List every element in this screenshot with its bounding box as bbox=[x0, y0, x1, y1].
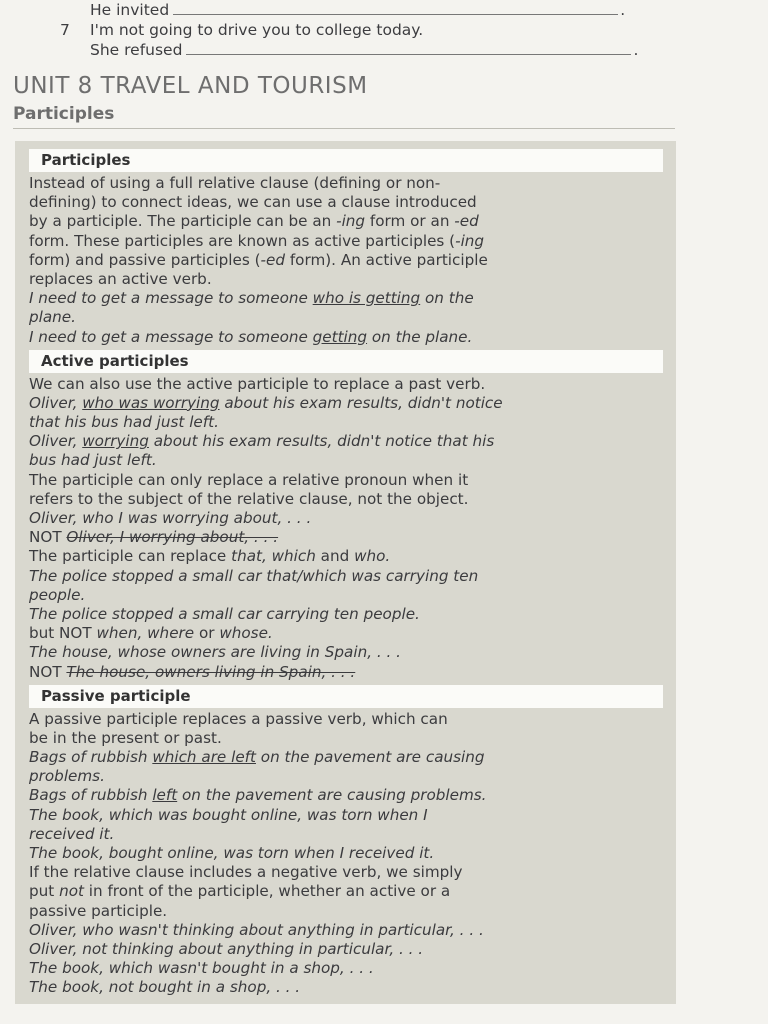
grammar-text-line bbox=[29, 251, 663, 270]
rule-text: NOT bbox=[29, 662, 67, 681]
exercise-line bbox=[60, 20, 680, 40]
example-text: on the plane. bbox=[367, 327, 473, 346]
grammar-text-line bbox=[29, 663, 663, 682]
example-text: The book, which was bought online, was torn when I bbox=[29, 805, 428, 824]
rule-text: put bbox=[29, 882, 60, 901]
example-text: problems. bbox=[29, 767, 105, 786]
grammar-text-line bbox=[29, 921, 663, 940]
unit-title: UNIT 8 TRAVEL AND TOURISM bbox=[13, 73, 368, 99]
rule-text: passive participle. bbox=[29, 901, 168, 920]
grammar-text-line bbox=[29, 863, 663, 882]
rule-text: and bbox=[315, 547, 355, 566]
highlighted-clause: left bbox=[152, 786, 178, 805]
grammar-text-line bbox=[29, 882, 663, 901]
grammar-text-line bbox=[29, 844, 663, 863]
grammar-text-line bbox=[29, 328, 663, 347]
rule-text: or bbox=[194, 624, 220, 643]
grammar-text-line bbox=[29, 174, 663, 193]
example-text: -ed bbox=[454, 212, 479, 231]
grammar-text-line bbox=[29, 212, 663, 231]
answer-blank[interactable] bbox=[186, 40, 631, 55]
example-text: Oliver, who wasn't thinking about anything in particular, . . . bbox=[29, 920, 484, 939]
example-text: I need to get a message to someone bbox=[29, 327, 313, 346]
example-text: The book, not bought in a shop, . . . bbox=[29, 978, 301, 997]
example-text: when, where bbox=[96, 624, 195, 643]
section-title: Participles bbox=[13, 104, 115, 124]
example-text: Oliver, not thinking about anything in particular, . . . bbox=[29, 939, 424, 958]
example-text: The police stopped a small car that/which was carrying ten bbox=[29, 566, 479, 585]
rule-text: form). An active participle bbox=[285, 250, 488, 269]
grammar-text-line bbox=[29, 586, 663, 605]
grammar-text-line bbox=[29, 528, 663, 547]
grammar-text-line bbox=[29, 308, 663, 327]
example-text: who. bbox=[354, 547, 391, 566]
rule-text: refers to the subject of the relative clause, not the object. bbox=[29, 489, 469, 508]
highlighted-clause: worrying bbox=[82, 432, 149, 451]
exercise-list bbox=[60, 0, 680, 60]
example-text: about his exam results, didn't notice bbox=[219, 393, 503, 412]
rule-text: replaces an active verb. bbox=[29, 269, 212, 288]
example-text: The police stopped a small car carrying ten people. bbox=[29, 604, 420, 623]
grammar-text-line bbox=[29, 289, 663, 308]
grammar-text-line bbox=[29, 567, 663, 586]
example-text: Oliver, bbox=[29, 432, 83, 451]
rule-text: form. These participles are known as active participles ( bbox=[29, 231, 456, 250]
highlighted-clause: getting bbox=[312, 327, 368, 346]
rule-text: form or an bbox=[365, 212, 455, 231]
rule-text: If the relative clause includes a negative verb, we simply bbox=[29, 863, 463, 882]
rule-text: be in the present or past. bbox=[29, 728, 222, 747]
rule-text: NOT bbox=[29, 528, 67, 547]
example-text: plane. bbox=[29, 308, 76, 327]
rule-text: form) and passive participles ( bbox=[29, 250, 261, 269]
grammar-text-line bbox=[29, 432, 663, 451]
rule-text: The participle can only replace a relative pronoun when it bbox=[29, 470, 469, 489]
example-text: -ing bbox=[455, 231, 485, 250]
grammar-text-line bbox=[29, 959, 663, 978]
example-text: on the pavement are causing bbox=[255, 748, 485, 767]
grammar-section-heading: Active participles bbox=[29, 350, 663, 373]
grammar-text-line bbox=[29, 786, 663, 805]
example-text: I need to get a message to someone bbox=[29, 289, 313, 308]
example-text: that, which bbox=[231, 547, 316, 566]
grammar-text-line bbox=[29, 375, 663, 394]
example-text: on the bbox=[420, 289, 474, 308]
blank-period: . bbox=[633, 41, 639, 59]
example-text: on the pavement are causing problems. bbox=[177, 786, 487, 805]
grammar-text-line bbox=[29, 729, 663, 748]
title-divider bbox=[13, 128, 675, 129]
rule-text: but NOT bbox=[29, 624, 97, 643]
example-text: Oliver, who I was worrying about, . . . bbox=[29, 509, 312, 527]
grammar-text-line bbox=[29, 978, 663, 997]
exercise-line bbox=[60, 40, 680, 60]
grammar-text-line bbox=[29, 509, 663, 528]
example-text: bus had just left. bbox=[29, 451, 157, 470]
rule-text: by a participle. The participle can be an bbox=[29, 212, 337, 231]
grammar-text-line bbox=[29, 940, 663, 959]
grammar-text-line bbox=[29, 825, 663, 844]
grammar-text-line bbox=[29, 767, 663, 786]
example-text: The book, which wasn't bought in a shop, . . . bbox=[29, 959, 374, 978]
grammar-text-line bbox=[29, 806, 663, 825]
example-text: people. bbox=[29, 585, 86, 604]
grammar-text-line bbox=[29, 624, 663, 643]
rule-text: A passive participle replaces a passive verb, which can bbox=[29, 709, 448, 728]
highlighted-clause: who was worrying bbox=[82, 393, 220, 412]
blank-period: . bbox=[620, 1, 626, 19]
example-text: The house, whose owners are living in Spain, . . . bbox=[29, 643, 401, 662]
example-text: about his exam results, didn't notice that his bbox=[148, 432, 495, 451]
rule-text: The participle can replace bbox=[29, 547, 232, 566]
rule-text: Instead of using a full relative clause (defining or non- bbox=[29, 174, 441, 192]
example-text: -ed bbox=[260, 250, 285, 269]
incorrect-example-text: The house, owners living in Spain, . . . bbox=[66, 662, 356, 681]
grammar-text-line bbox=[29, 490, 663, 509]
grammar-text-line bbox=[29, 394, 663, 413]
rule-text: in front of the participle, whether an active or a bbox=[83, 882, 451, 901]
grammar-section-heading: Passive participle bbox=[29, 685, 663, 708]
example-text: Bags of rubbish bbox=[29, 786, 153, 805]
example-text: Bags of rubbish bbox=[29, 748, 153, 767]
grammar-text-line bbox=[29, 270, 663, 289]
grammar-text-line bbox=[29, 451, 663, 470]
grammar-reference-box bbox=[15, 141, 676, 1004]
exercise-text: I'm not going to drive you to college today. bbox=[90, 21, 424, 39]
grammar-section-heading: Participles bbox=[29, 149, 663, 172]
incorrect-example-text: Oliver, I worrying about, . . . bbox=[66, 528, 279, 547]
rule-text: defining) to connect ideas, we can use a clause introduced bbox=[29, 193, 477, 212]
answer-blank[interactable] bbox=[173, 0, 618, 15]
grammar-text-line bbox=[29, 748, 663, 767]
section-spacer bbox=[29, 998, 663, 1001]
grammar-text-line bbox=[29, 902, 663, 921]
highlighted-clause: who is getting bbox=[312, 289, 421, 308]
example-text: not bbox=[59, 882, 84, 901]
example-text: Oliver, bbox=[29, 393, 83, 412]
grammar-text-line bbox=[29, 643, 663, 662]
example-text: received it. bbox=[29, 824, 115, 843]
example-text: that his bus had just left. bbox=[29, 413, 219, 432]
highlighted-clause: which are left bbox=[152, 748, 256, 767]
example-text: The book, bought online, was torn when I received it. bbox=[29, 844, 435, 862]
grammar-text-line bbox=[29, 547, 663, 566]
grammar-text-line bbox=[29, 471, 663, 490]
example-text: whose. bbox=[219, 624, 273, 643]
exercise-number: 7 bbox=[60, 21, 70, 39]
exercise-line bbox=[60, 0, 680, 20]
exercise-text: She refused bbox=[90, 41, 183, 59]
example-text: -ing bbox=[336, 212, 366, 231]
grammar-text-line bbox=[29, 710, 663, 729]
exercise-text: He invited bbox=[90, 1, 170, 19]
grammar-text-line bbox=[29, 605, 663, 624]
grammar-text-line bbox=[29, 232, 663, 251]
grammar-text-line bbox=[29, 193, 663, 212]
rule-text: We can also use the active participle to replace a past verb. bbox=[29, 374, 486, 393]
grammar-text-line bbox=[29, 413, 663, 432]
